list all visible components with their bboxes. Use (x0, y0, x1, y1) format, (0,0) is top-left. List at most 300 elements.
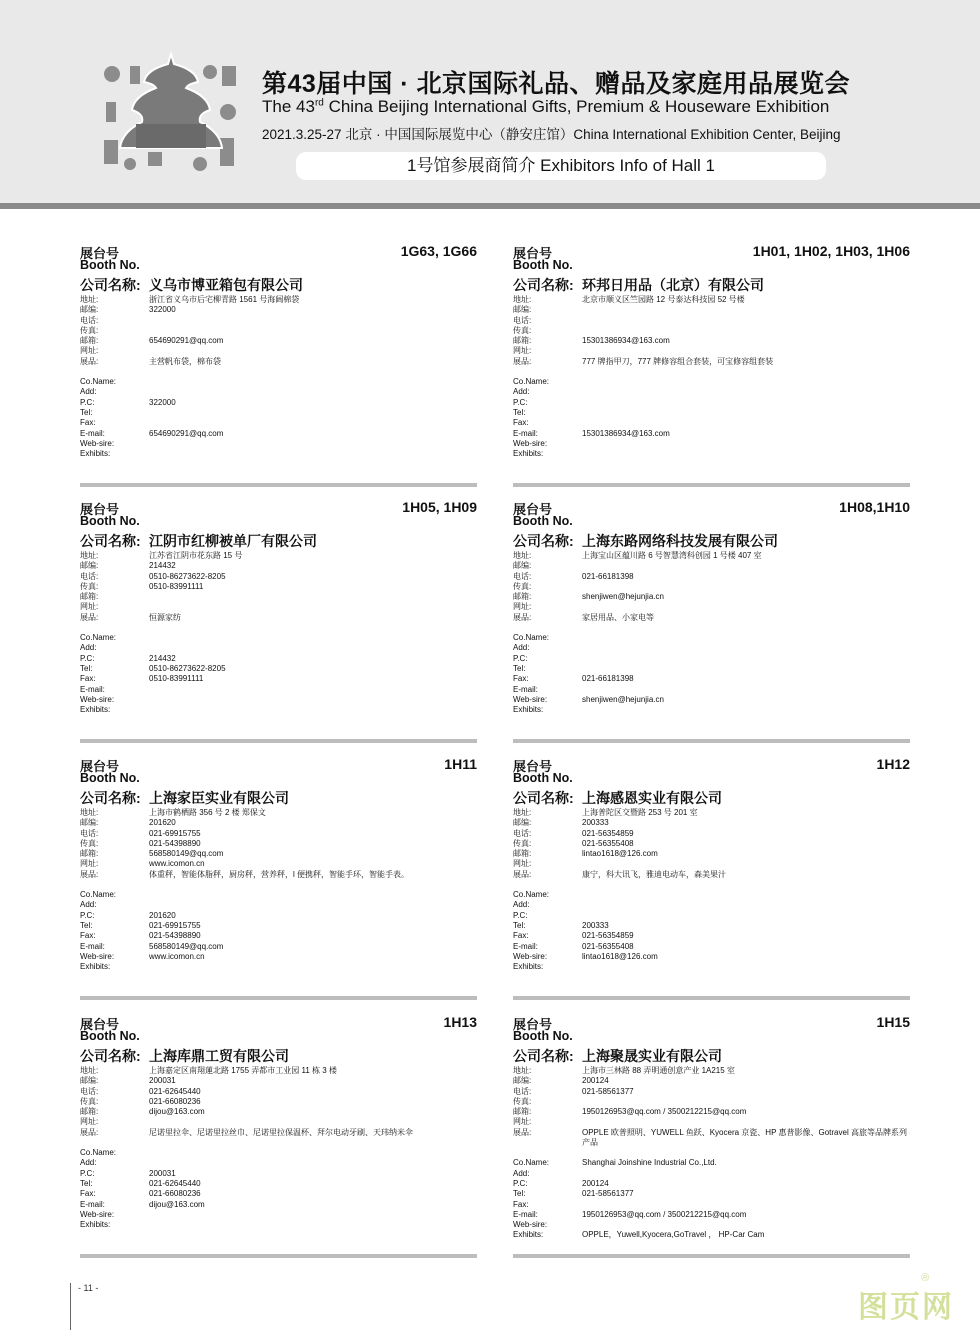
field-label: Exhibits: (513, 705, 544, 715)
field-row-en (513, 633, 910, 643)
field-value: 201620 (149, 910, 176, 920)
field-value (149, 685, 477, 695)
field-row-en (513, 952, 910, 962)
field-value: 康宁，科大讯飞，雅迪电动车，森美果汁 (582, 869, 726, 879)
field-row-en (513, 1220, 910, 1230)
field-value (582, 326, 910, 336)
field-label: P.C: (513, 653, 528, 663)
field-row-en (80, 1179, 477, 1189)
field-row-en (80, 900, 477, 910)
field-row-en (80, 664, 477, 674)
field-row-cn (513, 602, 910, 612)
field-row-cn (80, 326, 477, 336)
booth-label-cn: 展台号 (80, 246, 120, 261)
field-row-en (513, 921, 910, 931)
field-row-cn (513, 551, 910, 561)
booth-number: 1H05, 1H09 (402, 499, 477, 515)
company-row (513, 788, 722, 808)
field-value (149, 1210, 477, 1220)
field-label: P.C: (80, 910, 95, 920)
field-label: 网址: (80, 602, 99, 612)
field-label: Fax: (80, 1189, 96, 1199)
field-value (149, 695, 477, 705)
field-label: P.C: (513, 910, 528, 920)
field-label: 邮编: (513, 1076, 532, 1086)
field-label: 网址: (80, 346, 99, 356)
field-label: 电话: (80, 315, 99, 325)
field-label: 展品: (513, 356, 532, 366)
booth-label-cn: 展台号 (513, 502, 553, 517)
field-row-cn (80, 1128, 477, 1138)
exhibition-date-venue: 2021.3.25-27 北京 · 中国国际展览中心（静安庄馆）China International Exhibition Center, Beijing (262, 127, 841, 142)
company-label: 公司名称: (513, 790, 574, 806)
section-title: 1号馆参展商简介 Exhibitors Info of Hall 1 (296, 152, 826, 180)
field-value: 021-58561377 (582, 1086, 634, 1096)
exhibitor-card (513, 243, 910, 487)
field-row-cn (80, 357, 477, 367)
field-value (582, 316, 910, 326)
field-row-cn (80, 582, 477, 592)
exhibition-title-cn: 第43届中国 · 北京国际礼品、赠品及家庭用品展览会 (262, 70, 851, 98)
field-row-en (80, 1200, 477, 1210)
field-label: 展品: (80, 1127, 99, 1137)
company-row (80, 788, 289, 808)
company-name: 江阴市红柳被单厂有限公司 (149, 533, 317, 549)
field-label: 传真: (513, 581, 532, 591)
field-value: OPPLE 欧普照明、YUWELL 鱼跃、Kyocera 京瓷、HP 惠普影像、Gotravel 高旅等品牌系列产品 (582, 1127, 907, 1148)
field-value: shenjiwen@hejunjia.cn (582, 592, 664, 602)
company-row (513, 531, 778, 551)
field-value: 322000 (149, 305, 176, 315)
field-row-cn (513, 1087, 910, 1097)
field-row-cn (513, 561, 910, 571)
field-label: 邮箱: (513, 1107, 532, 1117)
field-label: Co.Name: (80, 890, 117, 900)
field-value: 1950126953@qq.com / 3500212215@qq.com (582, 1107, 747, 1117)
card-divider (513, 739, 910, 743)
field-row-cn (513, 839, 910, 849)
field-row-cn (513, 849, 910, 859)
field-value (149, 705, 477, 715)
field-value: 654690291@qq.com (149, 336, 224, 346)
field-label: Tel: (80, 407, 93, 417)
booth-label-cn: 展台号 (80, 502, 120, 517)
field-row-en (513, 1158, 910, 1168)
field-value: 021-62645440 (149, 1178, 201, 1188)
field-label: 传真: (513, 838, 532, 848)
field-row-en (80, 418, 477, 428)
page-margin-line (70, 1283, 71, 1330)
field-label: 传真: (80, 838, 99, 848)
field-value (582, 377, 910, 387)
field-row-en (513, 674, 910, 684)
field-value (149, 346, 477, 356)
company-row (80, 1046, 289, 1066)
card-divider (80, 1254, 477, 1258)
field-value (582, 900, 910, 910)
field-row-en (513, 418, 910, 428)
contact-fields (513, 808, 910, 972)
field-row-en (80, 674, 477, 684)
company-name: 上海聚晟实业有限公司 (582, 1048, 722, 1064)
booth-number: 1H08,1H10 (839, 499, 910, 515)
field-row-cn (513, 316, 910, 326)
field-row-cn (80, 1087, 477, 1097)
field-value (582, 705, 910, 715)
contact-fields (513, 1066, 910, 1241)
field-label: 邮编: (80, 561, 99, 571)
field-value (582, 911, 910, 921)
field-value: 200333 (582, 818, 609, 828)
field-row-cn (80, 346, 477, 356)
field-row-en (80, 429, 477, 439)
field-row-cn (513, 305, 910, 315)
field-label: Add: (80, 900, 97, 910)
booth-number: 1G63, 1G66 (400, 243, 477, 259)
field-label: P.C: (80, 1168, 95, 1178)
field-value: 0510-83991111 (149, 674, 204, 684)
field-value (582, 408, 910, 418)
field-label: 邮编: (513, 305, 532, 315)
field-row-cn (513, 1076, 910, 1086)
field-row-en (513, 654, 910, 664)
exhibitor-card (513, 756, 910, 1000)
field-value (149, 643, 477, 653)
field-label: 网址: (513, 602, 532, 612)
field-label: Co.Name: (513, 633, 550, 643)
field-row-cn (80, 316, 477, 326)
field-value: 15301386934@163.com (582, 336, 670, 346)
field-label: P.C: (80, 397, 95, 407)
field-value: 021-54398890 (149, 838, 201, 848)
field-value (582, 1117, 910, 1127)
field-row-en (513, 1200, 910, 1210)
field-row-en (513, 931, 910, 941)
field-row-en (513, 439, 910, 449)
field-row-en (80, 911, 477, 921)
company-row (80, 275, 303, 295)
field-label: Co.Name: (80, 377, 117, 387)
header-divider (0, 203, 980, 209)
field-value: 尼诺里拉伞、尼诺里拉丝巾、尼诺里拉保温杯、拜尔电动牙刷、天玮纳米伞 (149, 1127, 413, 1137)
field-row-cn (80, 1117, 477, 1127)
field-label: Add: (513, 900, 530, 910)
field-label: Add: (513, 1168, 530, 1178)
field-label: 网址: (80, 859, 99, 869)
field-row-en (513, 890, 910, 900)
booth-label-en: Booth No. (80, 514, 140, 528)
company-row (513, 1046, 722, 1066)
field-label: 传真: (513, 325, 532, 335)
field-label: P.C: (80, 653, 95, 663)
field-label: 邮编: (80, 305, 99, 315)
field-row-cn (80, 870, 477, 880)
field-row-cn (80, 818, 477, 828)
booth-label-en: Booth No. (80, 1029, 140, 1043)
field-label: 电话: (80, 571, 99, 581)
field-value: 021-62645440 (149, 1086, 201, 1096)
field-value: 021-58561377 (582, 1189, 634, 1199)
field-label: Co.Name: (80, 633, 117, 643)
field-row-en (80, 931, 477, 941)
field-row-cn (80, 839, 477, 849)
company-name: 上海库鼎工贸有限公司 (149, 1048, 289, 1064)
field-row-cn (513, 582, 910, 592)
field-value: OPPLE，Yuwell,Kyocera,GoTravel ， HP-Car Cam (582, 1230, 765, 1240)
company-row (513, 275, 764, 295)
field-label: 传真: (80, 581, 99, 591)
field-label: 邮箱: (80, 336, 99, 346)
field-value (582, 346, 910, 356)
field-value (149, 633, 477, 643)
field-row-cn (513, 870, 910, 880)
field-row-cn (80, 551, 477, 561)
field-label: E-mail: (80, 941, 105, 951)
field-label: 网址: (513, 859, 532, 869)
field-label: Web-sire: (513, 951, 548, 961)
field-label: Fax: (513, 418, 529, 428)
field-label: Fax: (80, 418, 96, 428)
field-row-en (80, 439, 477, 449)
field-label: Add: (80, 387, 97, 397)
field-label: Exhibits: (80, 962, 111, 972)
contact-fields (80, 295, 477, 459)
field-row-cn (513, 1097, 910, 1107)
field-value: 021-56355408 (582, 941, 634, 951)
company-label: 公司名称: (513, 277, 574, 293)
field-value: 322000 (149, 397, 176, 407)
booth-label-en: Booth No. (513, 771, 573, 785)
field-label: Exhibits: (80, 449, 111, 459)
field-row-en (513, 911, 910, 921)
field-row-en (80, 962, 477, 972)
company-name: 上海家臣实业有限公司 (149, 790, 289, 806)
field-label: Web-sire: (80, 951, 115, 961)
field-value (149, 387, 477, 397)
field-label: 电话: (513, 571, 532, 581)
card-divider (513, 483, 910, 487)
field-label: 电话: (513, 828, 532, 838)
company-label: 公司名称: (513, 533, 574, 549)
field-row-cn (513, 326, 910, 336)
field-value: dijou@163.com (149, 1199, 205, 1209)
field-label: Web-sire: (80, 438, 115, 448)
field-row-en (80, 1158, 477, 1168)
field-value: 021-66181398 (582, 674, 634, 684)
card-divider (513, 996, 910, 1000)
field-label: 邮箱: (513, 336, 532, 346)
booth-number: 1H12 (876, 756, 910, 772)
field-label: 邮箱: (80, 592, 99, 602)
field-label: 展品: (513, 869, 532, 879)
field-label: Add: (513, 387, 530, 397)
field-value (149, 439, 477, 449)
field-row-cn (513, 572, 910, 582)
field-label: 邮箱: (80, 1107, 99, 1117)
field-row-cn (513, 1066, 910, 1076)
field-label: Tel: (513, 407, 526, 417)
field-label: Exhibits: (513, 1230, 544, 1240)
field-row-en (513, 962, 910, 972)
field-row-cn (513, 346, 910, 356)
field-value: 021-69915755 (149, 920, 201, 930)
page-number: - 11 - (78, 1283, 99, 1293)
field-value (582, 859, 910, 869)
page-header (0, 0, 980, 203)
field-row-en (513, 695, 910, 705)
field-label: 邮箱: (513, 592, 532, 602)
exhibitor-card (80, 243, 477, 487)
field-value: 021-54398890 (149, 931, 201, 941)
field-row-cn (513, 859, 910, 869)
field-value: www.icomon.cn (149, 859, 205, 869)
field-label: 邮编: (513, 818, 532, 828)
field-label: 网址: (513, 346, 532, 356)
field-label: Exhibits: (513, 449, 544, 459)
field-value: 568580149@qq.com (149, 941, 224, 951)
field-value: 0510-83991111 (149, 581, 204, 591)
field-row-en (80, 408, 477, 418)
field-value: 恒源家纺 (149, 612, 181, 622)
field-row-cn (513, 818, 910, 828)
booth-label-en: Booth No. (513, 1029, 573, 1043)
field-label: Co.Name: (513, 890, 550, 900)
field-label: P.C: (513, 1178, 528, 1188)
field-label: Tel: (513, 663, 526, 673)
field-value (149, 592, 477, 602)
field-row-en (513, 1179, 910, 1189)
booth-label-en: Booth No. (513, 514, 573, 528)
booth-number: 1H11 (444, 756, 477, 772)
field-row-en (80, 890, 477, 900)
field-row-en (80, 449, 477, 459)
field-row-en (80, 921, 477, 931)
field-row-en (80, 633, 477, 643)
field-row-cn (80, 613, 477, 623)
contact-fields (80, 1066, 477, 1230)
company-row (80, 531, 317, 551)
field-label: 电话: (513, 1086, 532, 1096)
field-value (582, 602, 910, 612)
card-divider (80, 483, 477, 487)
card-divider (80, 739, 477, 743)
field-row-en (80, 1210, 477, 1220)
field-value (582, 1200, 910, 1210)
field-value (149, 890, 477, 900)
field-value: dijou@163.com (149, 1107, 205, 1117)
field-row-en (80, 1220, 477, 1230)
field-label: E-mail: (513, 941, 538, 951)
field-value: 家居用品、小家电等 (582, 612, 654, 622)
field-row-cn (80, 1107, 477, 1117)
booth-label-en: Booth No. (80, 258, 140, 272)
field-value (582, 582, 910, 592)
booth-label-en: Booth No. (513, 258, 573, 272)
field-value: 200031 (149, 1076, 176, 1086)
field-label: 邮箱: (513, 849, 532, 859)
field-label: 邮编: (80, 1076, 99, 1086)
field-value: 214432 (149, 653, 176, 663)
field-row-cn (513, 1107, 910, 1117)
company-label: 公司名称: (80, 533, 141, 549)
field-label: Co.Name: (513, 377, 550, 387)
booth-label-en: Booth No. (80, 771, 140, 785)
field-row-en (513, 664, 910, 674)
field-label: Tel: (513, 1189, 526, 1199)
field-label: Web-sire: (513, 694, 548, 704)
contact-fields (80, 808, 477, 972)
company-name: 上海感恩实业有限公司 (582, 790, 722, 806)
field-value (149, 377, 477, 387)
field-row-en (513, 449, 910, 459)
field-row-cn (513, 336, 910, 346)
field-value (149, 602, 477, 612)
booth-label-cn: 展台号 (513, 1017, 553, 1032)
field-label: 邮编: (513, 561, 532, 571)
field-value: 0510-86273622-8205 (149, 571, 226, 581)
field-row-en (80, 695, 477, 705)
field-row-en (80, 1148, 477, 1158)
field-label: Fax: (80, 674, 96, 684)
exhibitor-card (80, 499, 477, 743)
field-value (582, 890, 910, 900)
contact-fields (80, 551, 477, 715)
field-row-cn (80, 1076, 477, 1086)
field-row-en (513, 387, 910, 397)
field-label: Web-sire: (80, 694, 115, 704)
field-value (149, 1148, 477, 1158)
field-row-en (513, 1210, 910, 1220)
field-value (149, 316, 477, 326)
field-row-en (513, 900, 910, 910)
field-value: 上海市三林路 88 弄明通创意产业 1A215 室 (582, 1066, 735, 1075)
field-label: Exhibits: (513, 962, 544, 972)
field-value: 200333 (582, 920, 609, 930)
field-value: 021-56355408 (582, 838, 634, 848)
company-label: 公司名称: (513, 1048, 574, 1064)
booth-number: 1H13 (443, 1014, 477, 1030)
field-label: 地址: (80, 1066, 99, 1075)
field-row-en (513, 408, 910, 418)
field-value: 上海市鹤栖路 356 号 2 楼 郑保文 (149, 808, 266, 817)
field-label: E-mail: (80, 684, 105, 694)
field-label: E-mail: (513, 1209, 538, 1219)
field-value: 上海普陀区交暨路 253 号 201 室 (582, 808, 698, 817)
card-divider (513, 1254, 910, 1258)
field-value: 北京市顺义区竺园路 12 号泰达科技园 52 号楼 (582, 295, 745, 304)
field-label: Web-sire: (513, 1220, 548, 1230)
field-value: 568580149@qq.com (149, 849, 224, 859)
field-row-en (80, 377, 477, 387)
field-value: 201620 (149, 818, 176, 828)
field-row-en (80, 1169, 477, 1179)
field-label: 展品: (80, 869, 99, 879)
field-value (149, 1117, 477, 1127)
field-value (582, 387, 910, 397)
field-value (149, 1158, 477, 1168)
field-label: 电话: (513, 315, 532, 325)
field-label: 展品: (513, 612, 532, 622)
field-value (582, 1220, 910, 1230)
field-label: 地址: (80, 551, 99, 560)
field-value: 021-66080236 (149, 1189, 201, 1199)
field-value (582, 561, 910, 571)
field-label: Tel: (80, 1178, 93, 1188)
field-value (582, 418, 910, 428)
field-label: 传真: (513, 1096, 532, 1106)
field-label: 地址: (513, 808, 532, 817)
field-label: 电话: (80, 828, 99, 838)
